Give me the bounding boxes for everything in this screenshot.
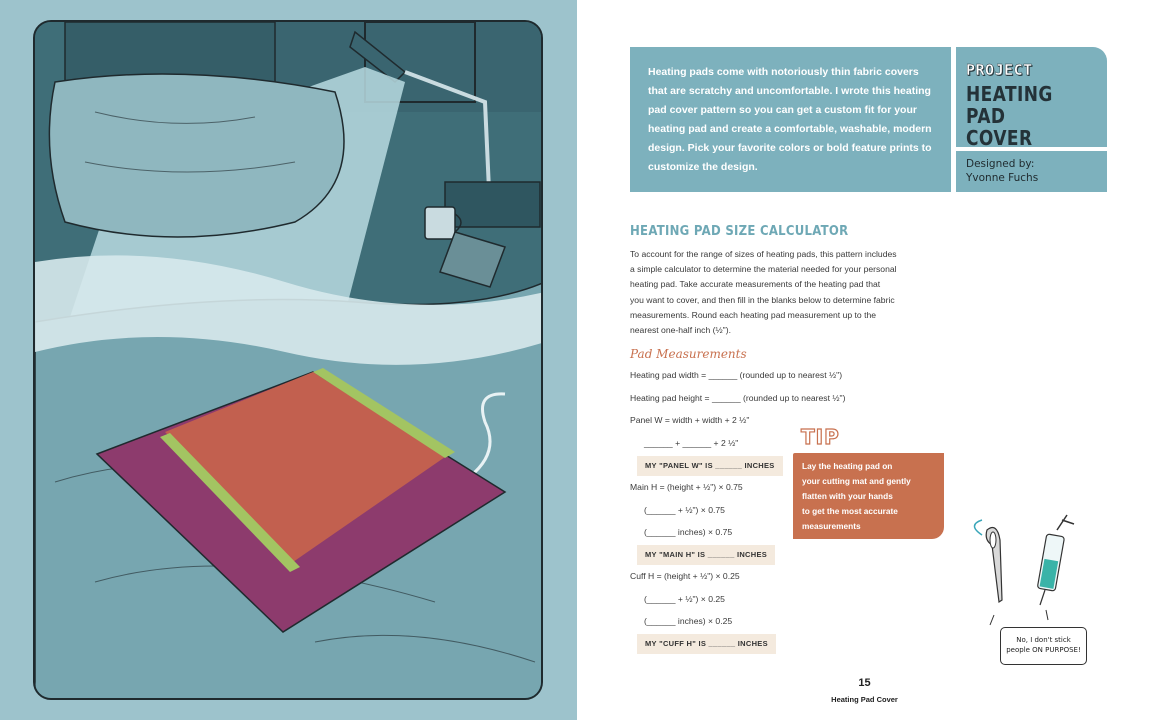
body-line: nearest one-half inch (½"). xyxy=(630,325,731,336)
heating-pad-on-bed-image xyxy=(35,22,543,700)
body-line: measurements. Round each heating pad measurement up to the xyxy=(630,309,877,320)
body-line: To account for the range of sizes of heating pads, this pattern includes xyxy=(630,249,897,259)
right-page xyxy=(577,0,1152,720)
page-number: 15 xyxy=(858,677,871,689)
designed-by-label: Designed by: xyxy=(966,158,1035,170)
main-formula: Main H = (height + ½") × 0.75 xyxy=(630,482,743,492)
panel-formula: Panel W = width + width + 2 ½" xyxy=(630,415,750,425)
speech-bubble xyxy=(1000,627,1087,665)
speech-line: No, I don't stick xyxy=(1016,636,1071,644)
tip-line: Lay the heating pad on xyxy=(802,461,893,471)
pad-measurements-heading: Pad Measurements xyxy=(630,347,747,361)
bedroom-illustration xyxy=(33,20,543,700)
project-title-box xyxy=(956,47,1107,150)
designer-name: Yvonne Fuchs xyxy=(966,172,1039,184)
tip-box xyxy=(793,453,944,539)
project-label: PROJECT xyxy=(966,61,1033,79)
designer-box xyxy=(956,151,1107,192)
tip-line: measurements xyxy=(802,521,861,531)
project-title-line1: HEATING PAD xyxy=(966,82,1053,128)
intro-line: customize the design. xyxy=(648,161,758,173)
calculator-heading: HEATING PAD SIZE CALCULATOR xyxy=(630,224,849,239)
main-fill-2: (______ inches) × 0.75 xyxy=(644,527,733,537)
cuff-formula: Cuff H = (height + ½") × 0.25 xyxy=(630,571,740,581)
tip-line: your cutting mat and gently xyxy=(802,476,911,486)
panel-result: MY "PANEL W" IS ______ INCHES xyxy=(637,456,783,476)
cuff-fill-1: (______ + ½") × 0.25 xyxy=(644,594,725,604)
intro-line: heating pad and create a comfortable, washable, modern xyxy=(648,123,932,135)
intro-line: pad cover pattern so you can get a custom fit for your xyxy=(648,104,917,116)
width-line: Heating pad width = ______ (rounded up to nearest ½") xyxy=(630,370,843,380)
main-fill-1: (______ + ½") × 0.75 xyxy=(644,505,725,515)
tip-line: flatten with your hands xyxy=(802,491,893,501)
body-line: a simple calculator to determine the material needed for your personal xyxy=(630,264,897,275)
body-line: heating pad. Take accurate measurements of the heating pad that xyxy=(630,279,881,290)
intro-line: Heating pads come with notoriously thin fabric covers xyxy=(648,66,919,78)
cuff-result: MY "CUFF H" IS ______ INCHES xyxy=(637,634,776,654)
height-line: Heating pad height = ______ (rounded up to nearest ½") xyxy=(630,393,846,403)
footer-title: Heating Pad Cover xyxy=(831,695,898,704)
cuff-fill-2: (______ inches) × 0.25 xyxy=(644,616,733,626)
intro-line: that are scratchy and uncomfortable. I wrote this heating xyxy=(648,85,931,97)
main-result: MY "MAIN H" IS ______ INCHES xyxy=(637,545,775,565)
calculator-body xyxy=(630,247,950,338)
body-line: you want to cover, and then fill in the blanks below to determine fabric xyxy=(630,294,895,305)
tip-line: to get the most accurate xyxy=(802,506,898,516)
intro-line: design. Pick your favorite colors or bold feature prints to xyxy=(648,142,932,154)
project-title-line2: COVER xyxy=(966,126,1033,150)
panel-fill: ______ + ______ + 2 ½" xyxy=(644,438,739,448)
intro-box xyxy=(630,47,951,192)
speech-line: people ON PURPOSE! xyxy=(1006,646,1081,654)
tip-label: TIP xyxy=(801,425,840,449)
